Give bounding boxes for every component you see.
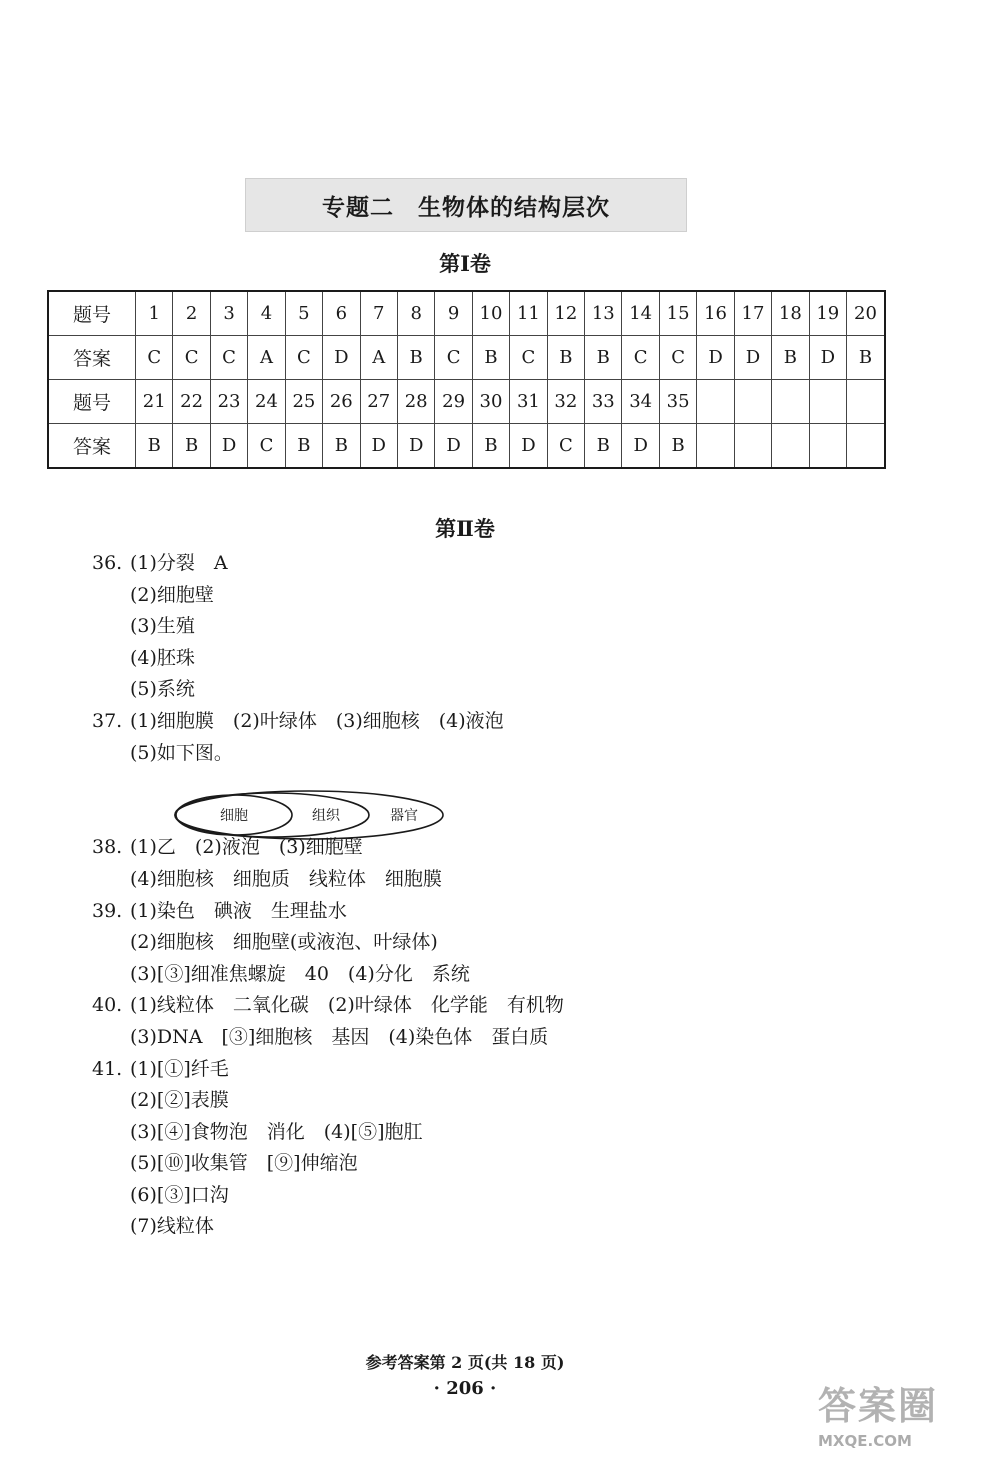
- answer-text: (1)分裂 A: [130, 552, 228, 574]
- table-cell: C: [136, 336, 173, 380]
- answer-line: [92, 548, 792, 580]
- table-cell: D: [397, 424, 434, 469]
- question-number: 38.: [92, 836, 123, 859]
- table-cell: D: [622, 424, 659, 469]
- answer-text: (2)细胞核 细胞壁(或液泡、叶绿体): [130, 931, 438, 954]
- table-cell: 10: [472, 291, 509, 336]
- table-cell: 24: [248, 380, 285, 424]
- table-cell: C: [435, 336, 472, 380]
- table-cell: 9: [435, 291, 472, 336]
- table-cell: B: [659, 424, 696, 469]
- question-number: 40.: [92, 994, 123, 1017]
- table-cell: D: [809, 336, 846, 380]
- table-row-label: 题号: [48, 291, 136, 336]
- answer-line: [92, 896, 792, 928]
- table-cell: D: [435, 424, 472, 469]
- table-cell: 14: [622, 291, 659, 336]
- table-cell: 1: [136, 291, 173, 336]
- table-row: [48, 380, 885, 424]
- table-cell: B: [397, 336, 434, 380]
- table-cell: B: [285, 424, 322, 469]
- table-cell: B: [772, 336, 809, 380]
- topic-title: 专题二 生物体的结构层次: [245, 178, 687, 232]
- table-cell: C: [285, 336, 322, 380]
- answer-table: [47, 290, 886, 469]
- table-cell: 18: [772, 291, 809, 336]
- table-cell: 32: [547, 380, 584, 424]
- answer-line: [92, 1022, 792, 1054]
- question-number: 37.: [92, 709, 123, 732]
- answer-line: [92, 1148, 792, 1180]
- answer-line: [92, 1054, 792, 1086]
- page-info: 参考答案第 2 页(共 18 页): [365, 1353, 565, 1372]
- table-cell: 29: [435, 380, 472, 424]
- answer-line: [92, 643, 792, 675]
- diagram-label-organ: 器官: [390, 808, 418, 824]
- table-cell: [847, 380, 885, 424]
- table-cell: 6: [323, 291, 360, 336]
- answer-text: (4)细胞核 细胞质 线粒体 细胞膜: [130, 867, 442, 890]
- section-one-heading: 第Ⅰ卷: [439, 251, 491, 276]
- table-cell: 11: [510, 291, 547, 336]
- table-cell: C: [547, 424, 584, 469]
- answer-line: [92, 674, 792, 706]
- question-number: 36.: [92, 552, 123, 574]
- table-cell: 17: [734, 291, 771, 336]
- answer-text: (1)乙 (2)液泡 (3)细胞壁: [130, 836, 363, 859]
- answer-text: (5)如下图。: [130, 741, 233, 764]
- table-cell: 23: [210, 380, 247, 424]
- question-number: 39.: [92, 899, 123, 922]
- table-cell: C: [510, 336, 547, 380]
- table-cell: [734, 380, 771, 424]
- table-cell: B: [547, 336, 584, 380]
- answer-line: [92, 706, 792, 738]
- table-cell: [809, 424, 846, 469]
- table-cell: 25: [285, 380, 322, 424]
- table-cell: B: [173, 424, 210, 469]
- table-cell: B: [472, 424, 509, 469]
- table-cell: 28: [397, 380, 434, 424]
- answer-text: (6)[③]口沟: [130, 1183, 229, 1206]
- table-cell: 8: [397, 291, 434, 336]
- answer-text: (1)线粒体 二氧化碳 (2)叶绿体 化学能 有机物: [130, 994, 564, 1017]
- answer-line: [92, 864, 792, 896]
- table-cell: 5: [285, 291, 322, 336]
- answer-line: [92, 738, 792, 770]
- table-cell: D: [510, 424, 547, 469]
- answer-line: [92, 1085, 792, 1117]
- table-cell: C: [210, 336, 247, 380]
- answer-text: (3)生殖: [130, 615, 195, 638]
- answer-line: [92, 580, 792, 612]
- diagram-label-cell: 细胞: [220, 808, 248, 824]
- table-cell: 21: [136, 380, 173, 424]
- table-cell: 31: [510, 380, 547, 424]
- section-two-heading: 第Ⅱ卷: [435, 516, 495, 541]
- answer-text: (5)[⑩]收集管 [⑨]伸缩泡: [130, 1152, 358, 1175]
- answer-list: [92, 548, 792, 1243]
- table-cell: [697, 380, 734, 424]
- table-cell: 26: [323, 380, 360, 424]
- table-cell: C: [173, 336, 210, 380]
- answer-text: (7)线粒体: [130, 1215, 214, 1238]
- table-cell: 4: [248, 291, 285, 336]
- answer-text: (3)[④]食物泡 消化 (4)[⑤]胞肛: [130, 1120, 423, 1143]
- answer-text: (1)染色 碘液 生理盐水: [130, 899, 347, 922]
- table-cell: [847, 424, 885, 469]
- table-cell: B: [323, 424, 360, 469]
- table-row-label: 答案: [48, 336, 136, 380]
- table-row: [48, 336, 885, 380]
- answer-line: [92, 959, 792, 991]
- table-cell: 16: [697, 291, 734, 336]
- table-cell: D: [323, 336, 360, 380]
- table-cell: [734, 424, 771, 469]
- answer-text: (5)系统: [130, 678, 195, 701]
- table-cell: B: [847, 336, 885, 380]
- table-cell: 33: [585, 380, 622, 424]
- page-number: · 206 ·: [433, 1378, 497, 1399]
- table-cell: 27: [360, 380, 397, 424]
- answer-line: [92, 1211, 792, 1243]
- table-cell: 13: [585, 291, 622, 336]
- table-cell: D: [697, 336, 734, 380]
- table-cell: 20: [847, 291, 885, 336]
- question-number: 41.: [92, 1057, 123, 1080]
- table-row-label: 题号: [48, 380, 136, 424]
- table-cell: 22: [173, 380, 210, 424]
- table-cell: 15: [659, 291, 696, 336]
- table-cell: C: [659, 336, 696, 380]
- answer-line: [92, 611, 792, 643]
- table-cell: C: [248, 424, 285, 469]
- table-cell: [697, 424, 734, 469]
- table-cell: 2: [173, 291, 210, 336]
- answer-text: (4)胚珠: [130, 646, 195, 669]
- table-cell: B: [472, 336, 509, 380]
- answer-text: (2)[②]表膜: [130, 1089, 229, 1112]
- answer-text: (3)DNA [③]细胞核 基因 (4)染色体 蛋白质: [130, 1025, 549, 1048]
- answer-line: [92, 1117, 792, 1149]
- table-cell: B: [585, 424, 622, 469]
- watermark-logo: [818, 1375, 993, 1455]
- table-cell: 7: [360, 291, 397, 336]
- answer-text: (3)[③]细准焦螺旋 40 (4)分化 系统: [130, 962, 470, 985]
- table-cell: 3: [210, 291, 247, 336]
- table-cell: A: [360, 336, 397, 380]
- table-cell: 35: [659, 380, 696, 424]
- table-cell: B: [585, 336, 622, 380]
- table-cell: 30: [472, 380, 509, 424]
- table-cell: D: [734, 336, 771, 380]
- table-cell: 12: [547, 291, 584, 336]
- table-cell: [809, 380, 846, 424]
- answer-text: (2)细胞壁: [130, 583, 214, 606]
- answer-line: [92, 1180, 792, 1212]
- table-row-label: 答案: [48, 424, 136, 469]
- table-cell: A: [248, 336, 285, 380]
- watermark-main-text: 答案圈: [818, 1384, 939, 1428]
- diagram-label-tissue: 组织: [312, 808, 340, 824]
- answer-text: (1)[①]纤毛: [130, 1057, 229, 1080]
- table-cell: [772, 380, 809, 424]
- answer-text: (1)细胞膜 (2)叶绿体 (3)细胞核 (4)液泡: [130, 709, 504, 732]
- table-cell: D: [360, 424, 397, 469]
- cell-tissue-organ-diagram: [172, 788, 462, 842]
- table-cell: B: [136, 424, 173, 469]
- table-row: [48, 424, 885, 469]
- table-cell: C: [622, 336, 659, 380]
- table-cell: [772, 424, 809, 469]
- answer-line: [92, 927, 792, 959]
- table-cell: 34: [622, 380, 659, 424]
- watermark-url: MXQE.COM: [818, 1432, 912, 1450]
- table-cell: D: [210, 424, 247, 469]
- table-row: [48, 291, 885, 336]
- table-cell: 19: [809, 291, 846, 336]
- answer-line: [92, 990, 792, 1022]
